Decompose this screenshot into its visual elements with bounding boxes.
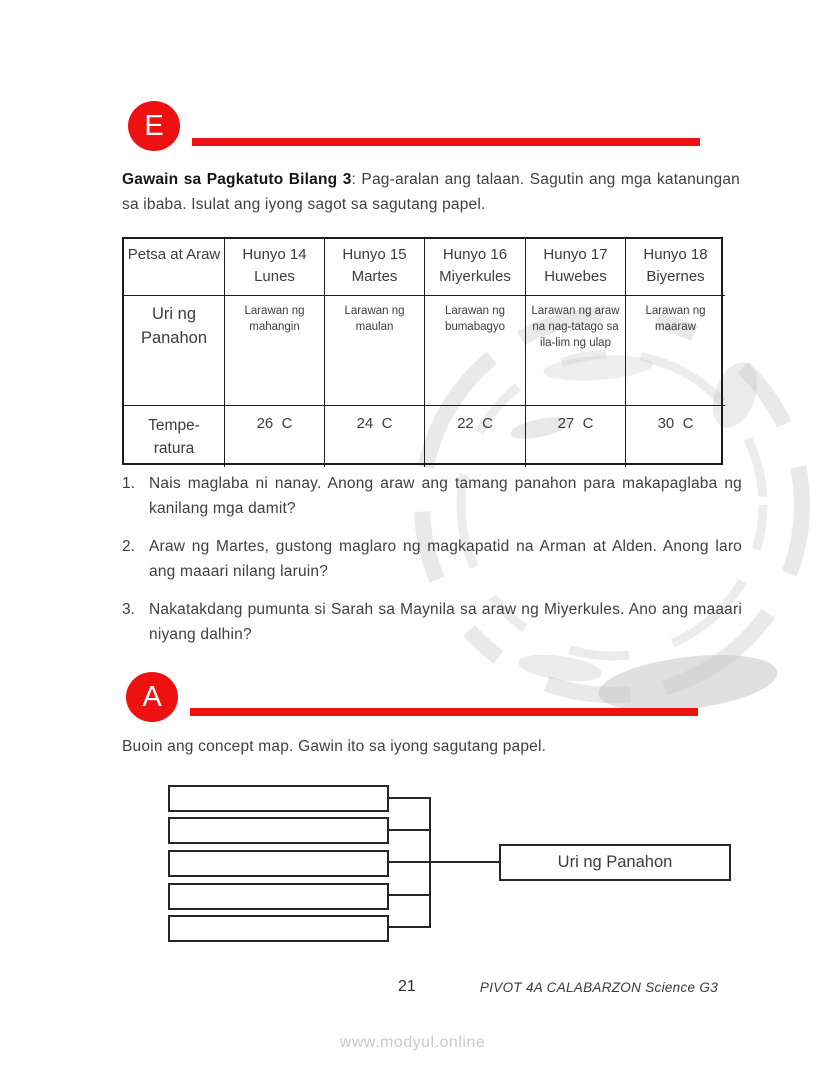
concept-map-empty-box <box>168 785 389 812</box>
row-label-temperature: Tempe-ratura <box>124 405 224 467</box>
question-item <box>122 597 742 647</box>
page-number: 21 <box>398 978 416 995</box>
connector-line <box>389 894 431 896</box>
temperature-cell: 26 C <box>224 405 324 467</box>
row-label-weather: Uri ng Panahon <box>124 295 224 405</box>
weather-cell: Larawan ng araw na nag-tatago sa ila-lim ng ulap <box>525 295 625 405</box>
column-date: Hunyo 16 <box>442 246 508 263</box>
column-date: Hunyo 15 <box>342 246 407 263</box>
question-item <box>122 471 742 521</box>
question-text: Nais maglaba ni nanay. Anong araw ang tamang panahon para makapaglaba ng kanilang mga damit? <box>149 475 742 517</box>
column-header <box>525 239 625 295</box>
connector-line <box>389 829 431 831</box>
question-list <box>122 471 742 660</box>
concept-map-empty-box <box>168 817 389 844</box>
concept-map-target-box: Uri ng Panahon <box>499 844 731 881</box>
question-text: Araw ng Martes, gustong maglaro ng magkapatid na Arman at Alden. Anong laro ang maaari nilang laruin? <box>149 538 742 580</box>
weather-cell: Larawan ng bumabagyo <box>424 295 525 405</box>
question-number: 1. <box>122 475 135 492</box>
section-a-rule <box>190 708 698 716</box>
section-e-rule <box>192 138 700 146</box>
question-text: Nakatakdang pumunta si Sarah sa Maynila sa araw ng Miyerkules. Ano ang maaari niyang dalhin? <box>149 601 742 643</box>
section-e-badge: E <box>128 101 180 151</box>
concept-map-instruction: Buoin ang concept map. Gawin ito sa iyong sagutang papel. <box>122 738 547 755</box>
concept-map-empty-box <box>168 850 389 877</box>
question-number: 2. <box>122 538 135 555</box>
column-date: Hunyo 18 <box>643 246 708 263</box>
activity-instructions-text: : Pag-aralan ang talaan. Sagutin ang mga katanungan sa ibaba. Isulat ang iyong sagot sa sagutang papel. <box>122 171 740 213</box>
module-title: PIVOT 4A CALABARZON Science G3 <box>479 980 718 995</box>
column-date: Hunyo 17 <box>543 246 608 263</box>
activity-title: Gawain sa Pagkatuto Bilang 3 <box>122 171 352 188</box>
column-header <box>424 239 525 295</box>
temperature-cell: 27 C <box>525 405 625 467</box>
temperature-cell: 24 C <box>324 405 424 467</box>
concept-map-empty-box <box>168 915 389 942</box>
table-corner-header: Petsa at Araw <box>127 246 221 263</box>
column-day: Miyerkules <box>439 268 511 285</box>
site-watermark: www.modyul.online <box>339 1034 486 1051</box>
temperature-cell: 30 C <box>625 405 725 467</box>
weather-cell: Larawan ng maaraw <box>625 295 725 405</box>
weather-table <box>122 237 723 465</box>
column-day: Lunes <box>254 268 295 285</box>
column-date: Hunyo 14 <box>242 246 307 263</box>
column-day: Martes <box>351 268 398 285</box>
connector-line <box>389 797 431 799</box>
question-item <box>122 534 742 584</box>
section-a-badge: A <box>126 672 178 722</box>
column-header <box>324 239 424 295</box>
column-day: Huwebes <box>544 268 607 285</box>
connector-line <box>389 861 431 863</box>
weather-cell: Larawan ng mahangin <box>224 295 324 405</box>
connector-main-line <box>431 861 499 863</box>
weather-cell: Larawan ng maulan <box>324 295 424 405</box>
activity-instructions <box>122 167 740 217</box>
column-header <box>625 239 725 295</box>
question-number: 3. <box>122 601 135 618</box>
connector-line <box>389 926 431 928</box>
column-header <box>224 239 324 295</box>
concept-map-empty-box <box>168 883 389 910</box>
temperature-cell: 22 C <box>424 405 525 467</box>
column-day: Biyernes <box>646 268 705 285</box>
